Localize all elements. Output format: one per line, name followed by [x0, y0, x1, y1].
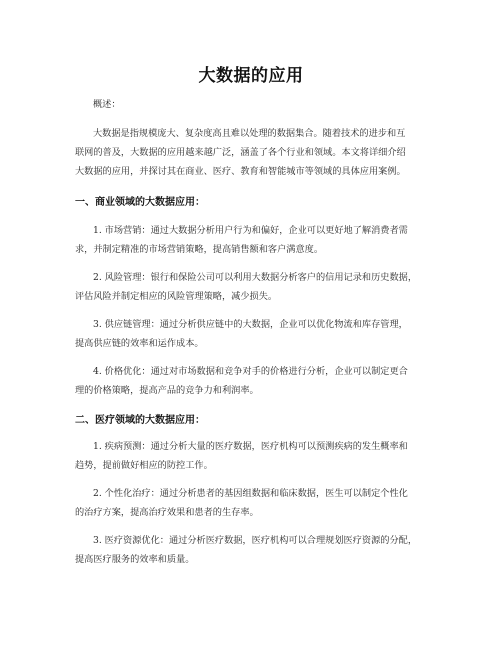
business-item-2 [75, 268, 433, 306]
medical-item-3 [75, 531, 433, 569]
overview-paragraph [75, 124, 433, 181]
business-item-line: 求，并制定精准的市场营销策略，提高销售额和客户满意度。 [75, 244, 324, 255]
business-item-3 [75, 315, 433, 353]
business-item-line: 4. 价格优化：通过对市场数据和竞争对手的价格进行分析，企业可以制定更合 [93, 366, 408, 377]
business-item-line: 评估风险并制定相应的风险管理策略，减少损失。 [75, 291, 278, 302]
business-item-line: 3. 供应链管理：通过分析供应链中的大数据，企业可以优化物流和库存管理， [93, 319, 408, 330]
overview-label: 概述： [93, 99, 121, 110]
medical-item-line: 1. 疾病预测：通过分析大量的医疗数据，医疗机构可以预测疾病的发生概率和 [93, 441, 408, 452]
medical-item-line: 趋势，提前做好相应的防控工作。 [75, 460, 213, 471]
page-title: 大数据的应用 [198, 66, 304, 86]
overview-line: 大数据的应用，并探讨其在商业、医疗、教育和智能城市等领域的具体应用案例。 [75, 166, 406, 177]
medical-item-line: 提高医疗服务的效率和质量。 [75, 554, 195, 565]
business-item-line: 理的价格策略，提高产品的竞争力和利润率。 [75, 385, 259, 396]
medical-item-1 [75, 437, 433, 475]
medical-item-2 [75, 484, 433, 522]
section-heading-business: 一、商业领域的大数据应用： [75, 197, 205, 208]
overview-line: 联网的普及，大数据的应用越来越广泛，涵盖了各个行业和领域。本文将详细介绍 [75, 147, 406, 158]
business-item-line: 2. 风险管理：银行和保险公司可以利用大数据分析客户的信用记录和历史数据， [93, 272, 418, 283]
business-item-4 [75, 362, 433, 400]
medical-item-line: 3. 医疗资源优化：通过分析医疗数据，医疗机构可以合理规划医疗资源的分配， [93, 535, 418, 546]
business-item-line: 1. 市场营销：通过大数据分析用户行为和偏好，企业可以更好地了解消费者需 [93, 225, 408, 236]
business-item-line: 提高供应链的效率和运作成本。 [75, 338, 204, 349]
medical-item-line: 的治疗方案，提高治疗效果和患者的生存率。 [75, 507, 259, 518]
medical-item-line: 2. 个性化治疗：通过分析患者的基因组数据和临床数据，医生可以制定个性化 [93, 488, 408, 499]
section-heading-medical: 二、医疗领域的大数据应用： [75, 415, 205, 426]
overview-line: 大数据是指规模庞大、复杂度高且难以处理的数据集合。随着技术的进步和互 [93, 128, 406, 139]
overview-label-block [75, 95, 433, 114]
business-item-1 [75, 221, 433, 259]
